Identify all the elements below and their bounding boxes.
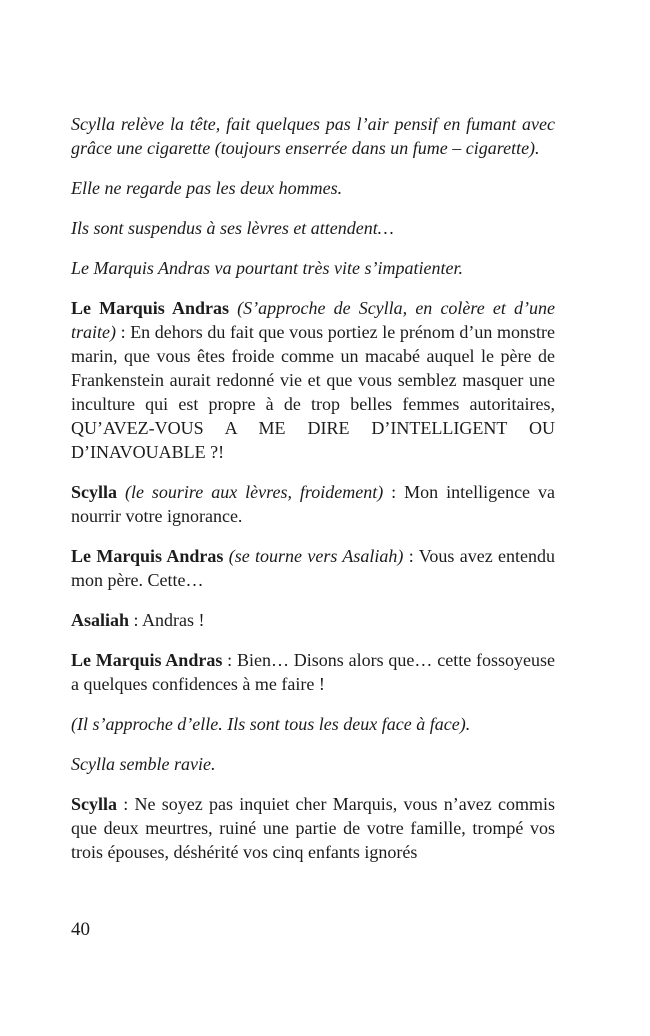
dialogue-paragraph: Scylla (le sourire aux lèvres, froidement) : Mon intelligence va nourrir votre ignorance. [71,482,555,526]
stage-direction-paragraph: Le Marquis Andras va pourtant très vite s’impatienter. [71,258,463,278]
speaker-name: Le Marquis Andras [71,298,229,318]
dialogue-paragraph: Le Marquis Andras (se tourne vers Asaliah) : Vous avez entendu mon père. Cette… [71,546,555,590]
dialogue-text: Bien… Disons alors que… cette fossoyeuse a quelques confidences à me faire ! [71,650,555,694]
dialogue-text: Vous avez entendu mon père. Cette… [71,546,555,590]
dialogue-paragraph: Asaliah : Andras ! [71,610,205,630]
inline-stage-direction: (S’approche de Scylla, en colère et d’une traite) [71,298,556,342]
stage-direction-paragraph: Scylla relève la tête, fait quelques pas l’air pensif en fumant avec grâce une cigarette (toujours enserrée dans un fume – cigarette). [71,114,555,158]
speaker-name: Le Marquis Andras [71,650,223,670]
page-text [71,112,555,880]
dialogue-text: En dehors du fait que vous portiez le prénom d’un monstre marin, que vous êtes froide comme un macabé auquel le père de Frankenstein aurait redonné vie et que vous semblez masquer une inculture qui est propre à de trop belles femmes autoritaires, QU’AVEZ-VOUS A ME DIRE D’INTELLIGENT OU D’INAVOUABLE ?! [71,322,555,462]
stage-direction-paragraph: Ils sont suspendus à ses lèvres et attendent… [71,218,394,238]
dialogue-paragraph: Le Marquis Andras : Bien… Disons alors que… cette fossoyeuse a quelques confidences à me faire ! [71,650,555,694]
dialogue-text: Mon intelligence va nourrir votre ignorance. [71,482,555,526]
inline-stage-direction: (se tourne vers Asaliah) [228,546,404,566]
speaker-name: Asaliah [71,610,130,630]
dialogue-text: Andras ! [142,610,205,630]
stage-direction-paragraph: Elle ne regarde pas les deux hommes. [71,178,343,198]
speaker-name: Scylla [71,482,118,502]
dialogue-paragraph: Le Marquis Andras (S’approche de Scylla, en colère et d’une traite) : En dehors du fait que vous portiez le prénom d’un monstre marin, que vous êtes froide comme un macabé auquel le père de Frankenstein aurait redonné vie et que vous semblez masquer une inculture qui est propre à de trop belles femmes autoritaires, QU’AVEZ-VOUS A ME DIRE D’INTELLIGENT OU D’INAVOUABLE ?! [71,298,556,462]
dialogue-paragraph: Scylla : Ne soyez pas inquiet cher Marquis, vous n’avez commis que deux meurtres, ruiné une partie de votre famille, trompé vos trois épouses, déshérité vos cinq enfants ignorés [71,794,555,862]
dialogue-text: Ne soyez pas inquiet cher Marquis, vous n’avez commis que deux meurtres, ruiné une partie de votre famille, trompé vos trois épouses, déshérité vos cinq enfants ignorés [71,794,555,862]
stage-direction-paragraph: Scylla semble ravie. [71,754,216,774]
speaker-name: Scylla [71,794,118,814]
stage-direction-paragraph: (Il s’approche d’elle. Ils sont tous les deux face à face). [71,714,471,734]
speaker-name: Le Marquis Andras [71,546,224,566]
inline-stage-direction: (le sourire aux lèvres, froidement) [124,482,384,502]
page-number: 40 [71,919,90,940]
